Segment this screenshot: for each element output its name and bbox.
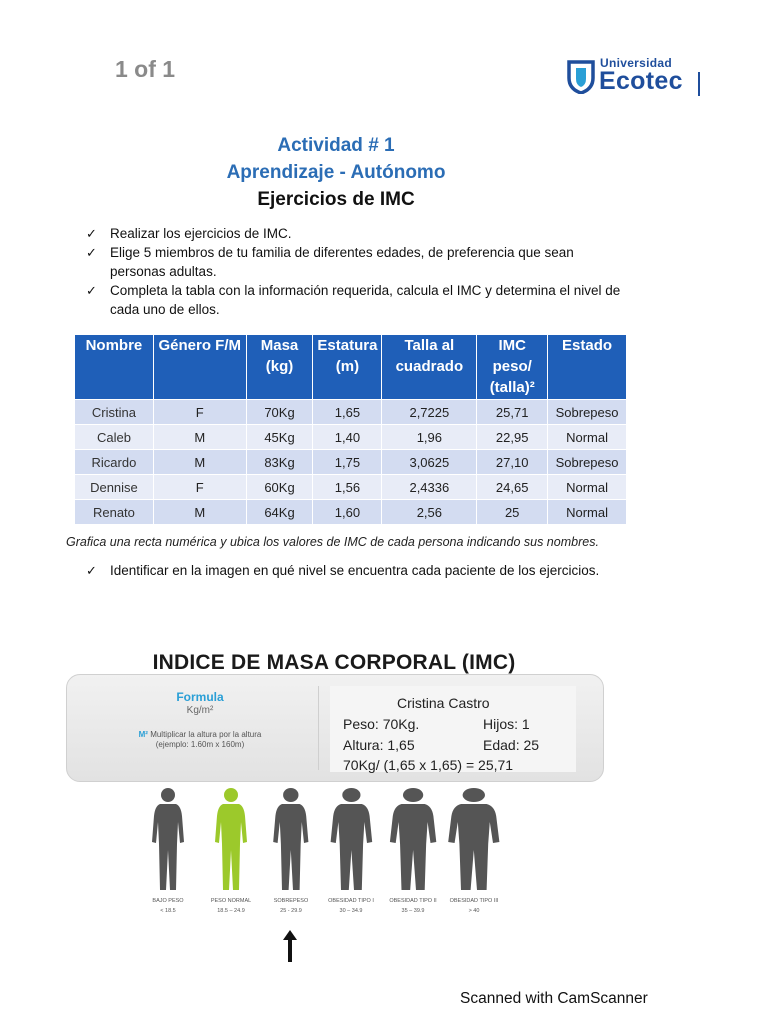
- category-name: OBESIDAD TIPO I: [328, 898, 374, 904]
- category-name: PESO NORMAL: [210, 898, 252, 904]
- body-figure-2: [213, 786, 249, 894]
- instruction-item: ✓ Completa la tabla con la información requerida, calcula el IMC y determina el nivel de cada uno de ellos.: [86, 281, 626, 319]
- header-masa: Masa (kg): [246, 335, 313, 400]
- cell-masa: 64Kg: [246, 500, 313, 525]
- category-name: OBESIDAD TIPO III: [449, 898, 499, 904]
- cell-talla: 2,56: [382, 500, 477, 525]
- category-label: [133, 898, 203, 915]
- cell-estado: Normal: [548, 475, 627, 500]
- imc-table: [74, 334, 627, 525]
- page-counter: 1 of 1: [115, 56, 176, 82]
- panel-divider: [318, 686, 319, 770]
- cell-genero: F: [153, 400, 246, 425]
- category-name: BAJO PESO: [152, 898, 184, 904]
- body-figure-3: [271, 786, 311, 894]
- activity-title: Actividad # 1: [277, 135, 395, 156]
- scanner-footer: Scanned with CamScanner: [460, 990, 648, 1007]
- instruction-list: [86, 224, 626, 319]
- formula-unit: Kg/m²: [186, 705, 214, 716]
- identify-item: ✓ Identificar en la imagen en qué nivel se encuentra cada paciente de los ejercicios.: [86, 561, 606, 580]
- category-name: SOBREPESO: [273, 898, 309, 904]
- category-range: 25 - 29.9: [280, 908, 302, 914]
- activity-subtitle: Aprendizaje - Autónomo: [226, 162, 446, 183]
- table-header-row: [75, 335, 627, 400]
- shield-icon: [566, 58, 596, 94]
- cell-estado: Sobrepeso: [548, 400, 627, 425]
- exercise-title: Ejercicios de IMC: [257, 189, 415, 210]
- category-range: 35 – 39.9: [401, 908, 425, 914]
- cell-talla: 2,7225: [382, 400, 477, 425]
- table-row: [75, 425, 627, 450]
- category-range: 18.5 – 24.9: [217, 908, 245, 914]
- table-row: [75, 400, 627, 425]
- cell-imc: 22,95: [477, 425, 548, 450]
- header-estatura: Estatura (m): [313, 335, 382, 400]
- cell-masa: 60Kg: [246, 475, 313, 500]
- case-weight: Peso: 70Kg.: [343, 716, 420, 732]
- case-children: Hijos: 1: [483, 716, 530, 732]
- category-name: OBESIDAD TIPO II: [389, 898, 437, 904]
- imc-title: INDICE DE MASA CORPORAL (IMC): [152, 651, 516, 674]
- formula-note-text: Multiplicar la altura por la altura: [150, 730, 262, 739]
- body-figure-1: [150, 786, 186, 894]
- category-range: > 40: [468, 908, 480, 914]
- cell-estatura: 1,65: [313, 400, 382, 425]
- header-estado: Estado: [548, 335, 627, 400]
- cell-genero: F: [153, 475, 246, 500]
- header-imc: IMC peso/ (talla)²: [477, 335, 548, 400]
- formula-example: (ejemplo: 1.60m x 160m): [155, 740, 245, 749]
- cell-imc: 27,10: [477, 450, 548, 475]
- category-label: [378, 898, 448, 915]
- cell-estado: Sobrepeso: [548, 450, 627, 475]
- cell-genero: M: [153, 425, 246, 450]
- formula-note: [110, 730, 290, 750]
- case-formula: 70Kg/ (1,65 x 1,65) = 25,71: [343, 757, 514, 773]
- body-figure-6: [445, 786, 503, 894]
- cell-masa: 70Kg: [246, 400, 313, 425]
- table-row: [75, 450, 627, 475]
- instruction-item: ✓ Elige 5 miembros de tu familia de diferentes edades, de preferencia que sean personas adultas.: [86, 243, 626, 281]
- formula-label: Formula: [176, 690, 224, 704]
- header-nombre: Nombre: [75, 335, 154, 400]
- instruction-item: ✓ Realizar los ejercicios de IMC.: [86, 224, 626, 243]
- cell-genero: M: [153, 450, 246, 475]
- cell-masa: 45Kg: [246, 425, 313, 450]
- cell-estatura: 1,60: [313, 500, 382, 525]
- cell-estado: Normal: [548, 425, 627, 450]
- table-row: [75, 475, 627, 500]
- arrow-up-icon: [282, 928, 298, 964]
- body-figure-5: [387, 786, 439, 894]
- graph-instruction: Grafica una recta numérica y ubica los valores de IMC de cada persona indicando sus nombres.: [66, 535, 599, 549]
- cell-nombre: Ricardo: [75, 450, 154, 475]
- cell-nombre: Caleb: [75, 425, 154, 450]
- cell-nombre: Cristina: [75, 400, 154, 425]
- cell-talla: 2,4336: [382, 475, 477, 500]
- formula-note-prefix: M²: [138, 730, 148, 739]
- identify-list: [86, 561, 606, 580]
- cell-nombre: Dennise: [75, 475, 154, 500]
- cell-genero: M: [153, 500, 246, 525]
- cell-nombre: Renato: [75, 500, 154, 525]
- category-range: 30 – 34.9: [339, 908, 363, 914]
- university-logo: [566, 54, 706, 98]
- formula-block: [100, 690, 300, 716]
- cell-imc: 25: [477, 500, 548, 525]
- cell-talla: 1,96: [382, 425, 477, 450]
- cell-masa: 83Kg: [246, 450, 313, 475]
- header-genero: Género F/M: [153, 335, 246, 400]
- body-figure-4: [328, 786, 375, 894]
- cell-estatura: 1,56: [313, 475, 382, 500]
- case-name: Cristina Castro: [397, 695, 490, 711]
- logo-small-text: Universidad: [600, 56, 672, 70]
- case-height: Altura: 1,65: [343, 737, 415, 753]
- logo-divider: [698, 72, 700, 96]
- header-talla: Talla al cuadrado: [382, 335, 477, 400]
- category-range: < 18.5: [160, 908, 176, 914]
- case-age: Edad: 25: [483, 737, 540, 753]
- cell-estado: Normal: [548, 500, 627, 525]
- table-row: [75, 500, 627, 525]
- cell-imc: 24,65: [477, 475, 548, 500]
- cell-talla: 3,0625: [382, 450, 477, 475]
- cell-estatura: 1,40: [313, 425, 382, 450]
- category-label: [316, 898, 386, 915]
- category-label: [439, 898, 509, 915]
- cell-imc: 25,71: [477, 400, 548, 425]
- logo-big-text: Ecotec: [599, 67, 683, 95]
- cell-estatura: 1,75: [313, 450, 382, 475]
